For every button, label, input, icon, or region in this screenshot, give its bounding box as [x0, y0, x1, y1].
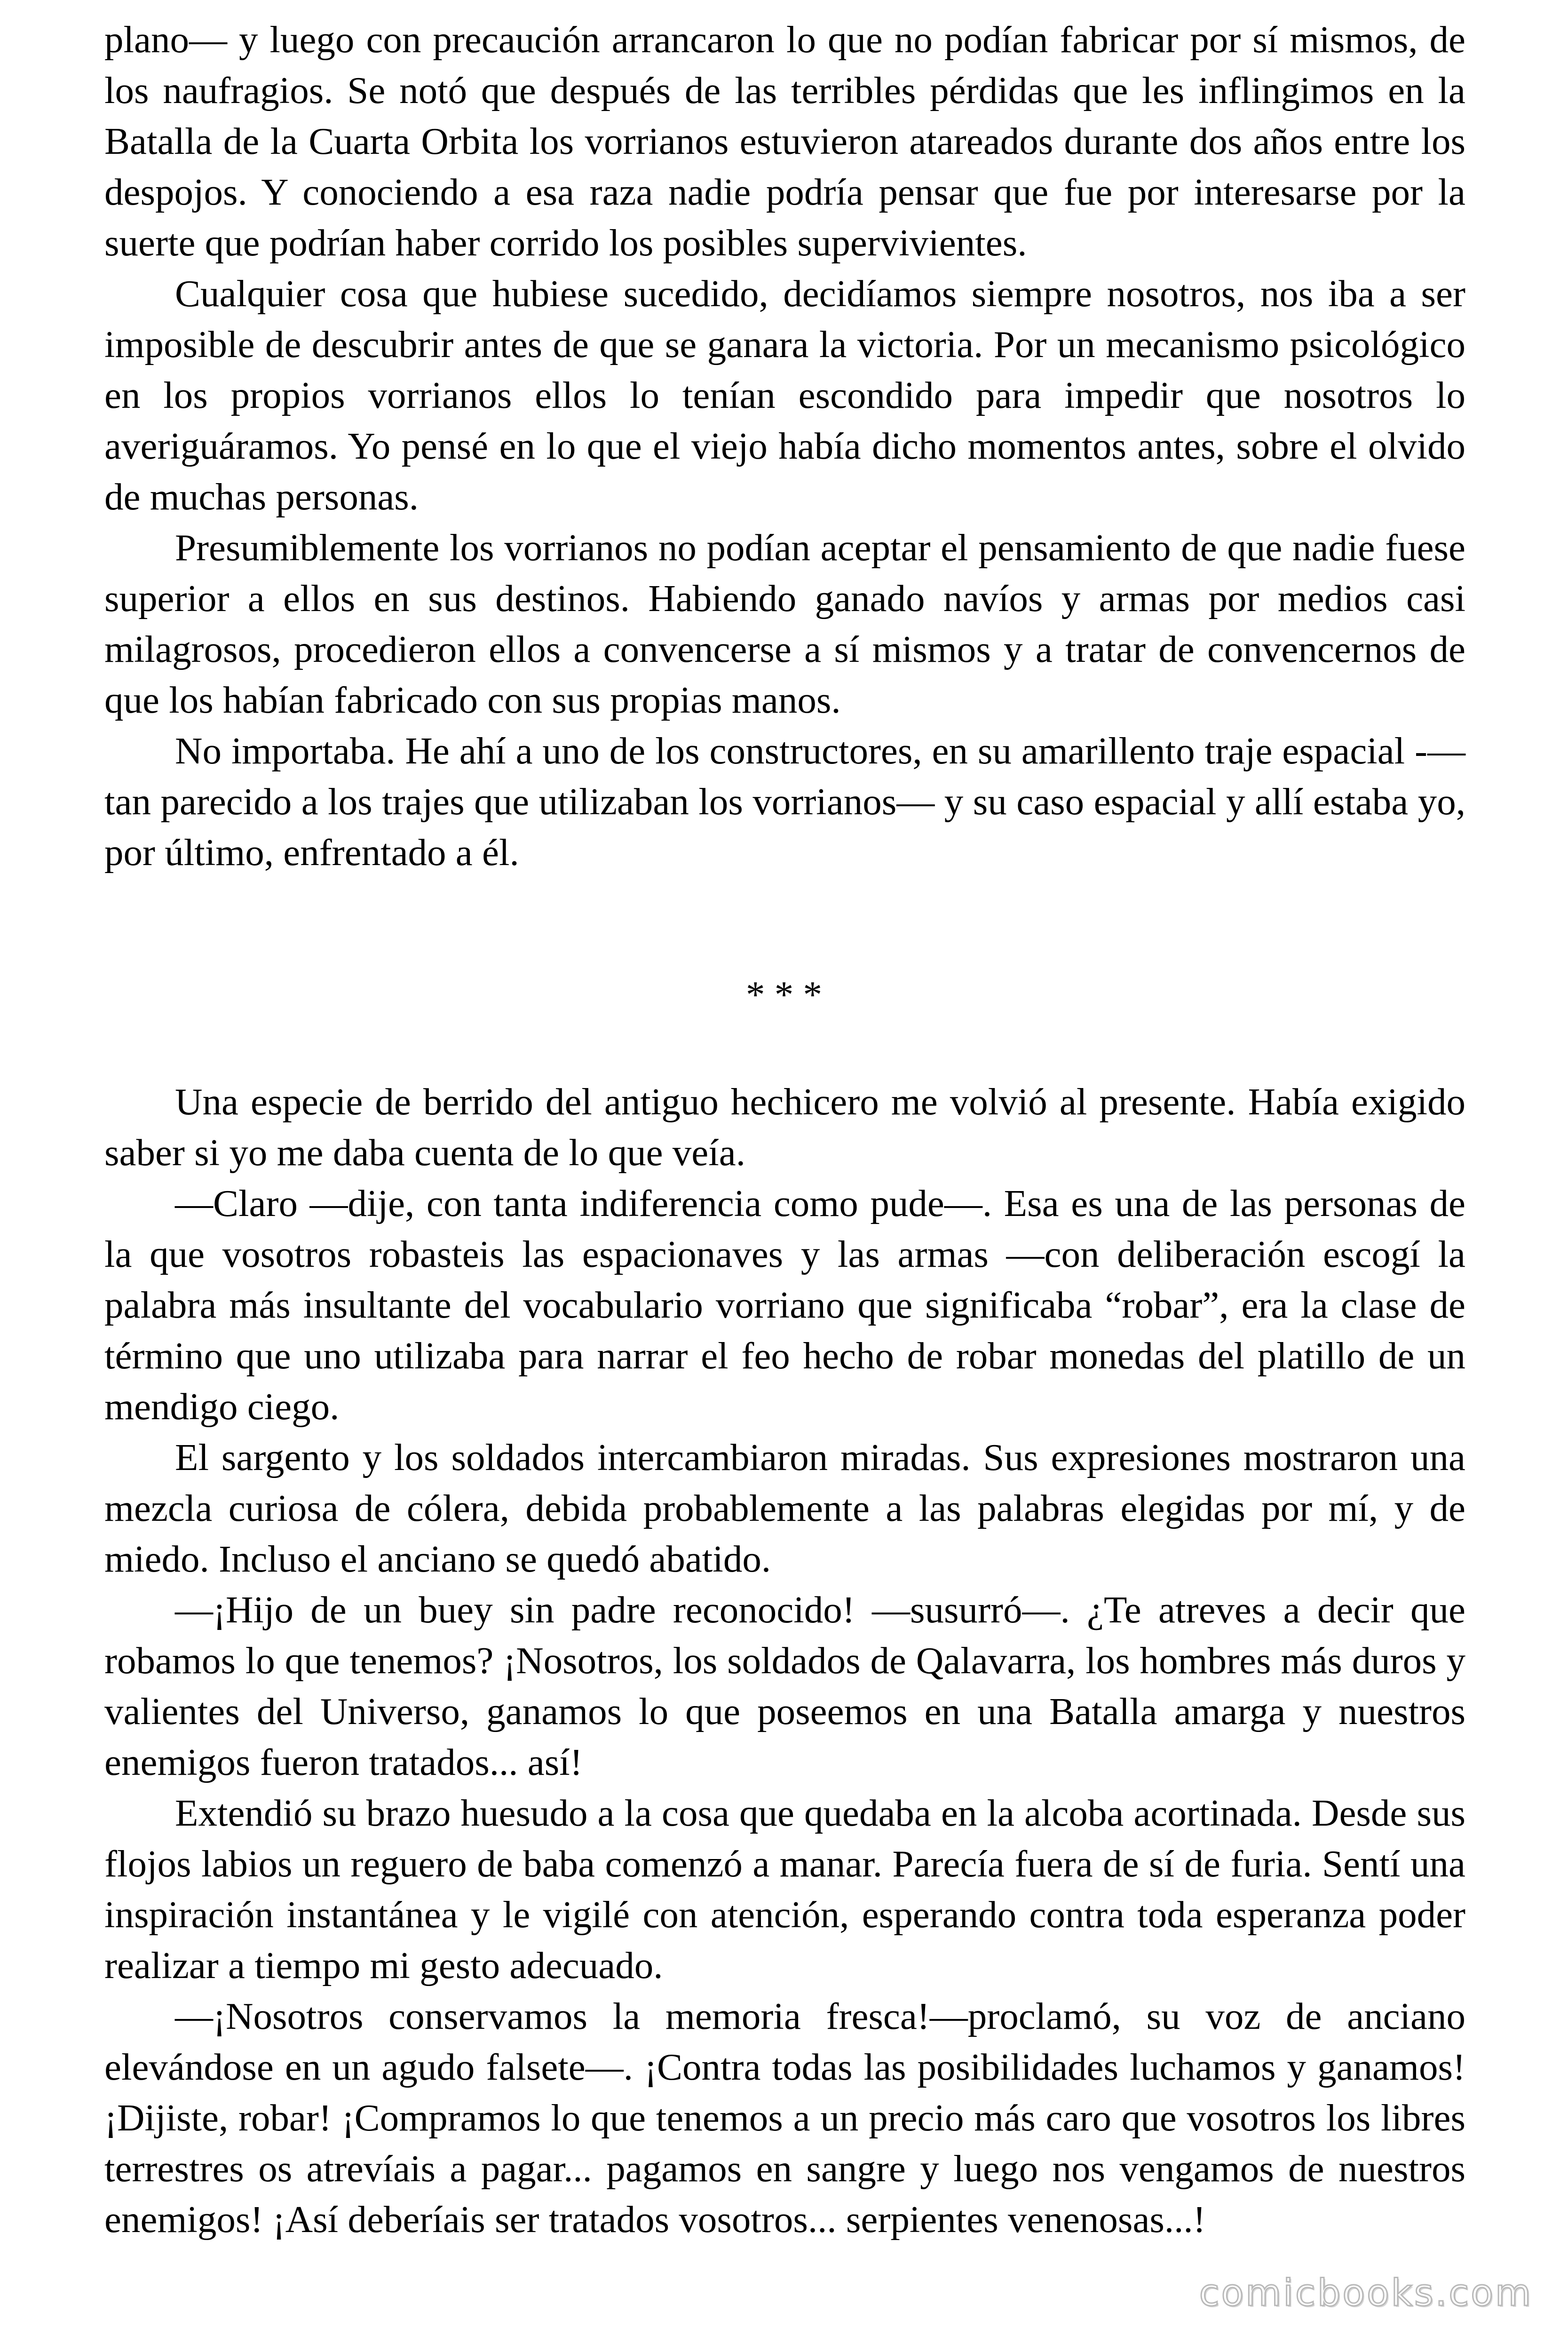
text-section-after-break: [104, 1076, 1465, 2245]
paragraph-dialogue: —Claro —dije, con tanta indiferencia como pude—. Esa es una de las personas de la que vosotros robasteis las espacionaves y las armas —con deliberación escogí la palabra más insultante del vocabulario vorriano que significaba “robar”, era la clase de término que uno utilizaba para narrar el feo hecho de robar monedas del platillo de un mendigo ciego.: [104, 1182, 1465, 1428]
paragraph: Una especie de berrido del antiguo hechicero me volvió al presente. Había exigido saber si yo me daba cuenta de lo que veía.: [104, 1081, 1465, 1174]
paragraph: No importaba. He ahí a uno de los constructores, en su amarillento traje espacial -—tan parecido a los trajes que utilizaban los vorrianos— y su caso espacial y allí estaba yo, por último, enfrentado a él.: [104, 730, 1465, 874]
paragraph: Presumiblemente los vorrianos no podían aceptar el pensamiento de que nadie fuese superior a ellos en sus destinos. Habiendo ganado navíos y armas por medios casi milagrosos, procedieron ellos a convencerse a sí mismos y a tratar de convencernos de que los habían fabricado con sus propias manos.: [104, 526, 1465, 721]
paragraph: El sargento y los soldados intercambiaron miradas. Sus expresiones mostraron una mezcla curiosa de cólera, debida probablemente a las palabras elegidas por mí, y de miedo. Incluso el anciano se quedó abatido.: [104, 1436, 1465, 1580]
text-section-before-break: [104, 14, 1465, 878]
watermark-logo: comicbooks.com: [1199, 2272, 1533, 2314]
paragraph: Extendió su brazo huesudo a la cosa que quedaba en la alcoba acortinada. Desde sus flojos labios un reguero de baba comenzó a manar. Parecía fuera de sí de furia. Sentí una inspiración instantánea y le vigilé con atención, esperando contra toda esperanza poder realizar a tiempo mi gesto adecuado.: [104, 1792, 1465, 1986]
paragraph-continuation: plano— y luego con precaución arrancaron lo que no podían fabricar por sí mismos, de los naufragios. Se notó que después de las terribles pérdidas que les inflingimos en la Batalla de la Cuarta Orbita los vorrianos estuvieron atareados durante dos años entre los despojos. Y conociendo a esa raza nadie podría pensar que fue por interesarse por la suerte que podrían haber corrido los posibles supervivientes.: [104, 18, 1465, 264]
scene-break-asterisks: * * *: [746, 973, 822, 1016]
paragraph: Cualquier cosa que hubiese sucedido, decidíamos siempre nosotros, nos iba a ser imposible de descubrir antes de que se ganara la victoria. Por un mecanismo psicológico en los propios vorrianos ellos lo tenían escondido para impedir que nosotros lo averiguáramos. Yo pensé en lo que el viejo había dicho momentos antes, sobre el olvido de muchas personas.: [104, 272, 1465, 518]
paragraph-dialogue: —¡Nosotros conservamos la memoria fresca!—proclamó, su voz de anciano elevándose en un agudo falsete—. ¡Contra todas las posibilidades luchamos y ganamos! ¡Dijiste, robar! ¡Compramos lo que tenemos a un precio más caro que vosotros los libres terrestres os atrevíais a pagar... pagamos en sangre y luego nos vengamos de nuestros enemigos! ¡Así deberíais ser tratados vosotros... serpientes venenosas...!: [104, 1995, 1465, 2241]
paragraph-dialogue: —¡Hijo de un buey sin padre reconocido! —susurró—. ¿Te atreves a decir que robamos lo que tenemos? ¡Nosotros, los soldados de Qalavarra, los hombres más duros y valientes del Universo, ganamos lo que poseemos en una Batalla amarga y nuestros enemigos fueron tratados... así!: [104, 1589, 1465, 1783]
